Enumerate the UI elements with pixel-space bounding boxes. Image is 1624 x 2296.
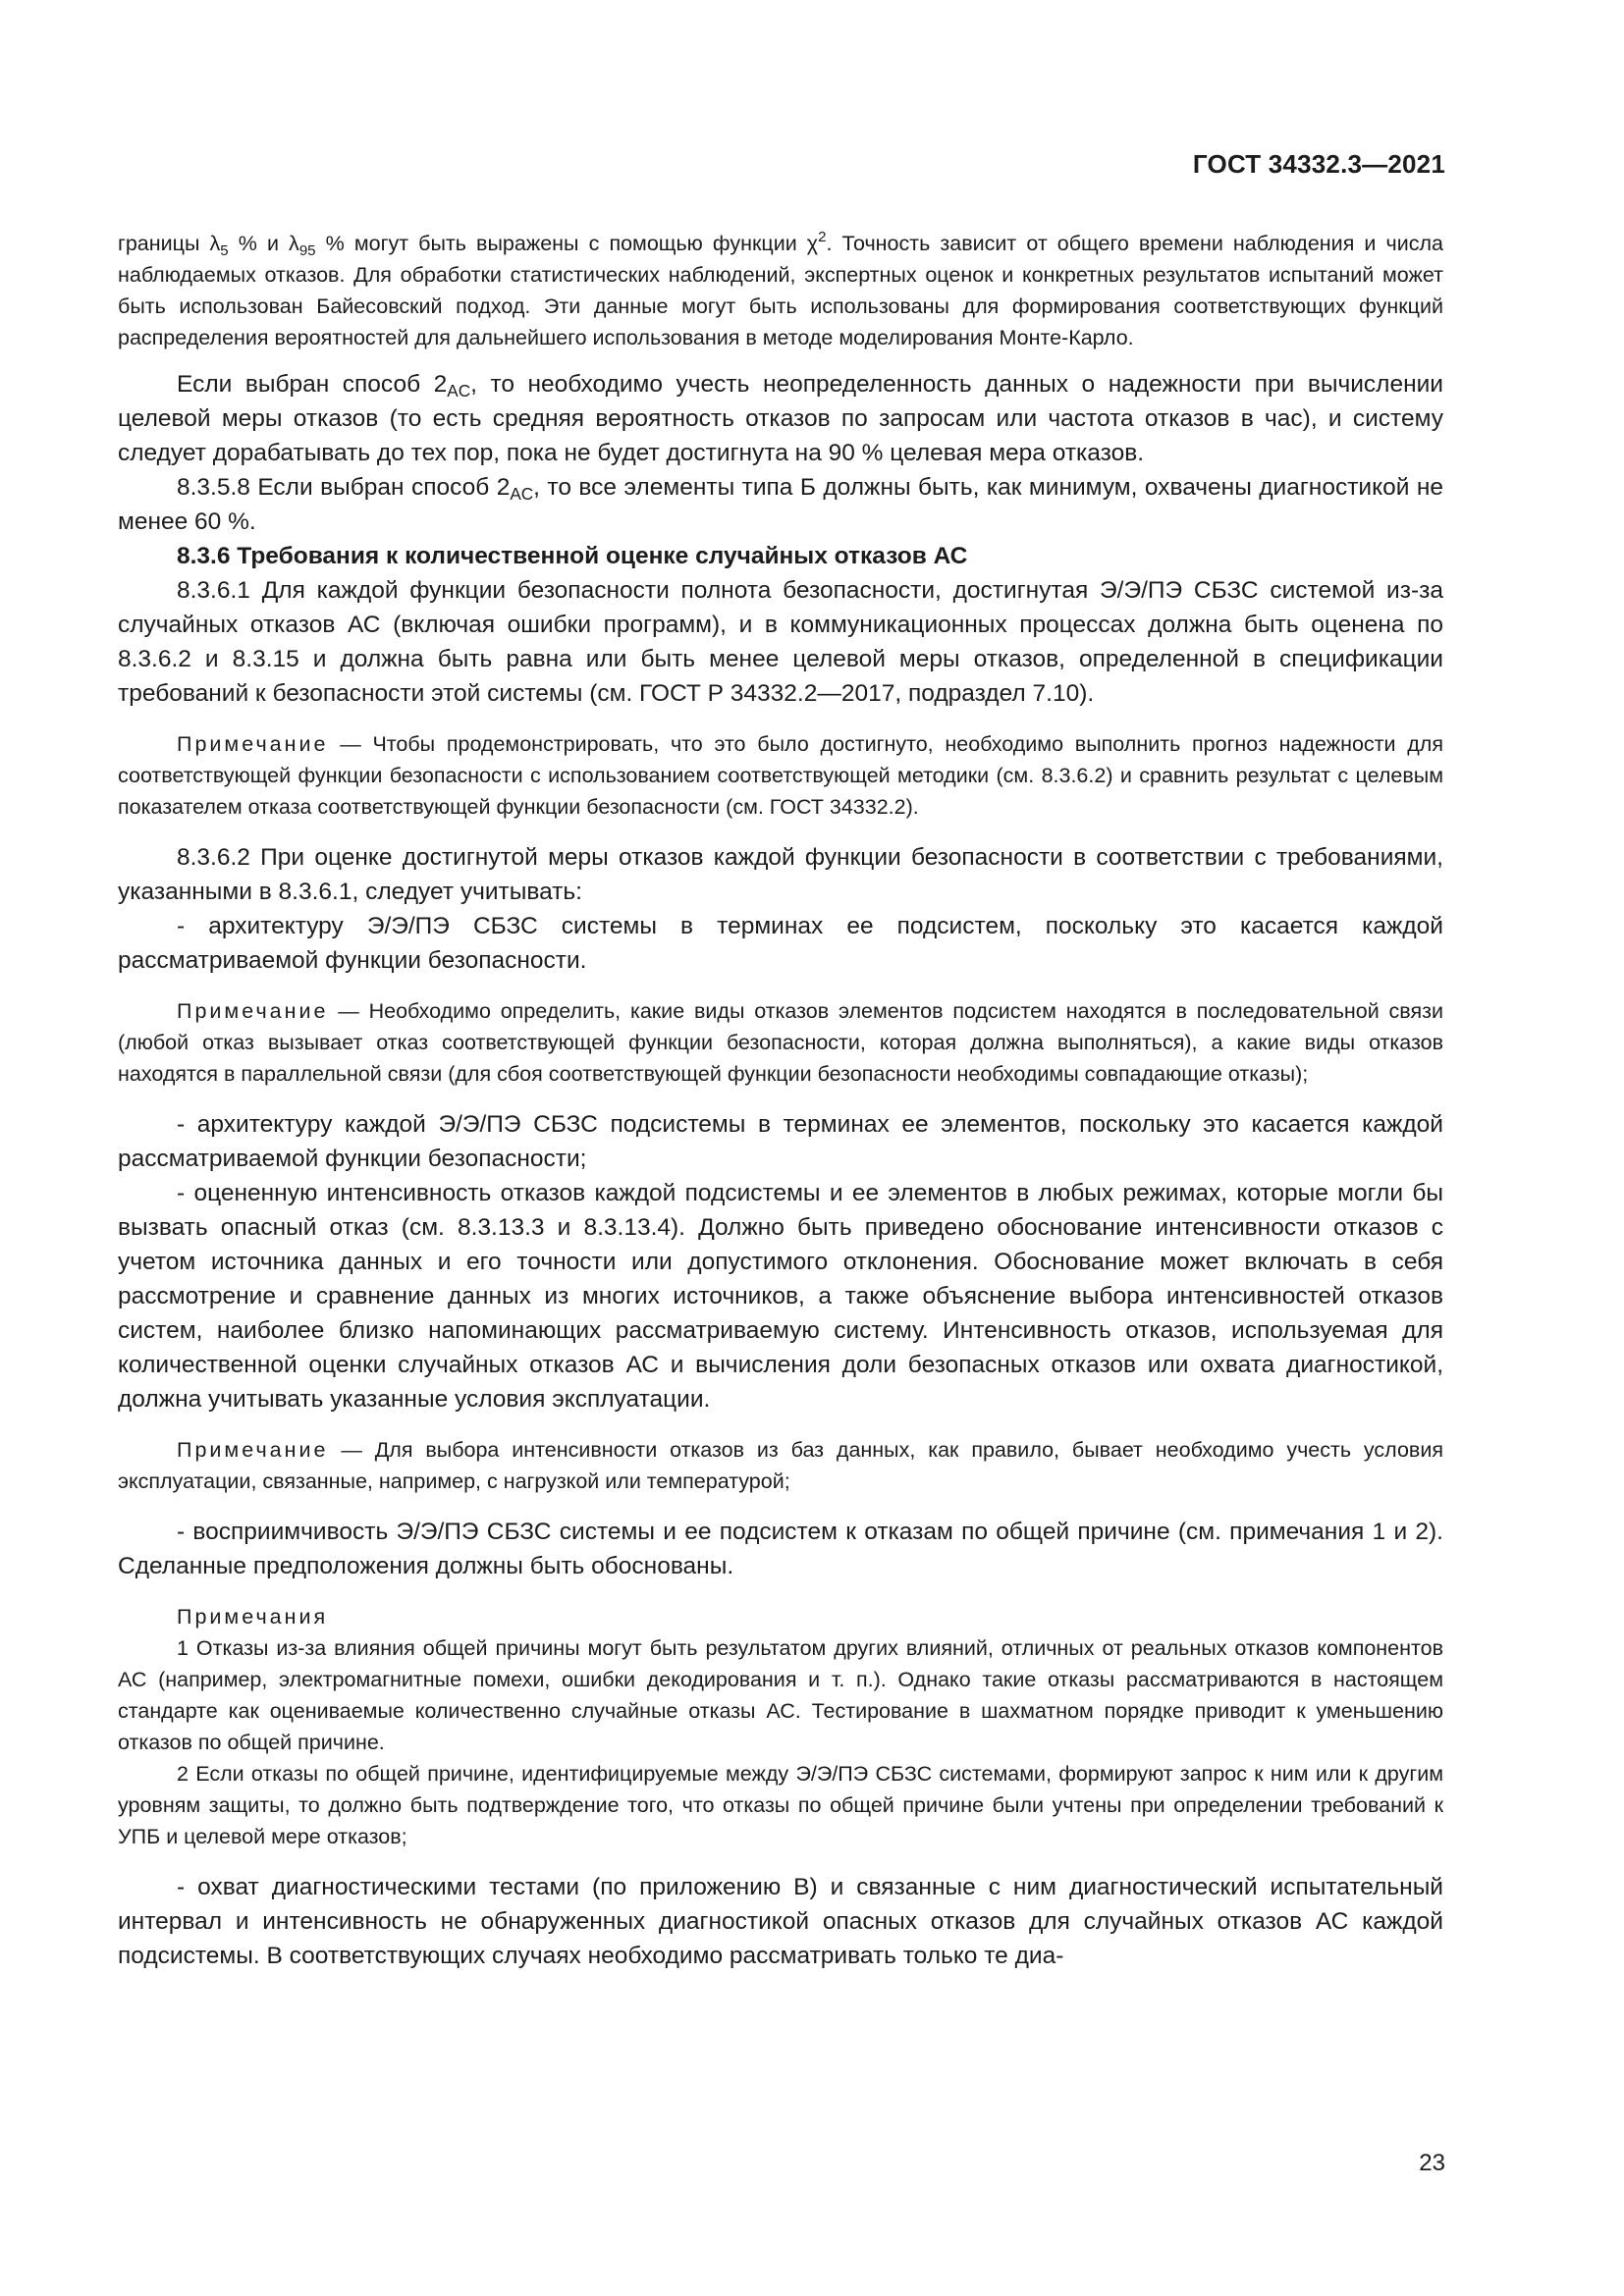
- note-item-2: 2 Если отказы по общей причине, идентифицируемые между Э/Э/ПЭ СБЗС системами, формируют запрос к ним или к другим уровням защиты, то должно быть подтверждение того, что отказы по общей причине были учтены при определении требований к УПБ и целевой мере отказов;: [118, 1762, 1443, 1848]
- clause-8-3-5-8: 8.3.5.8 Если выбран способ $2_{AC}$, то все элементы типа Б должны быть, как минимум, охвачены диагностикой не менее 60 %.: [118, 474, 1443, 535]
- section-heading-8-3-6: 8.3.6 Требования к количественной оценке случайных отказов АС: [177, 543, 968, 569]
- notes-label: Примечания: [177, 1605, 329, 1629]
- note-2: Примечание — Необходимо определить, какие виды отказов элементов подсистем находятся в последовательной связи (любой отказ вызывает отказ соответствующей функции безопасности, которая должна выполняться), а какие виды отказов находятся в параллельной связи (для сбоя соответствующей функции безопасности необходимы совпадающие отказы);: [118, 999, 1443, 1086]
- note-label: Примечание: [177, 1438, 329, 1462]
- list-item-diagnostic-coverage: - охват диагностическими тестами (по приложению В) и связанные с ним диагностический испытательный интервал и интенсивность не обнаруженных диагностикой опасных отказов для случайных отказов АС каждой подсистемы. В соответствующих случаях необходимо рассматривать только те диа-: [118, 1874, 1443, 1969]
- note-item-1: 1 Отказы из-за влияния общей причины могут быть результатом других влияний, отличных от реальных отказов компонентов АС (например, электромагнитные помехи, ошибки декодирования и т. п.). Однако такие отказы рассматриваются в настоящем стандарте как оцениваемые количественно случайные отказы АС. Тестирование в шахматном порядке приводит к уменьшению отказов по общей причине.: [118, 1636, 1443, 1754]
- note-3: Примечание — Для выбора интенсивности отказов из баз данных, как правило, бывает необходимо учесть условия эксплуатации, связанные, например, с нагрузкой или температурой;: [118, 1438, 1443, 1493]
- list-item-failure-rate: - оцененную интенсивность отказов каждой подсистемы и ее элементов в любых режимах, которые могли бы вызвать опасный отказ (см. 8.3.13.3 и 8.3.13.4). Должно быть приведено обоснование интенсивности отказов с учетом источника данных и его точности или допустимого отклонения. Обоснование может включать в себя рассмотрение и сравнение данных из многих источников, а также объяснение выбора интенсивностей отказов систем, наиболее близко напоминающих рассматриваемую систему. Интенсивность отказов, используемая для количественной оценки случайных отказов АС и вычисления доли безопасных отказов или охвата диагностикой, должна учитывать указанные условия эксплуатации.: [118, 1180, 1443, 1413]
- list-item-architecture-elements: - архитектуру каждой Э/Э/ПЭ СБЗС подсистемы в терминах ее элементов, поскольку это касается каждой рассматриваемой функции безопасности;: [118, 1111, 1443, 1172]
- list-item-common-cause: - восприимчивость Э/Э/ПЭ СБЗС системы и ее подсистем к отказам по общей причине (см. примечания 1 и 2). Сделанные предположения должны быть обоснованы.: [118, 1519, 1443, 1579]
- page-number: 23: [1419, 2150, 1445, 2176]
- clause-8-3-6-2: 8.3.6.2 При оценке достигнутой меры отказов каждой функции безопасности в соответствии с требованиями, указанными в 8.3.6.1, следует учитывать:: [118, 844, 1443, 905]
- document-header: ГОСТ 34332.3—2021: [1192, 149, 1445, 179]
- paragraph-method-2ac: Если выбран способ $2_{AC}$, то необходимо учесть неопределенность данных о надежности при вычислении целевой меры отказов (то есть средняя вероятность отказов по запросам или частота отказов в час), и систему следует дорабатывать до тех пор, пока не будет достигнута на 90 % целевая мера отказов.: [118, 371, 1443, 466]
- clause-8-3-6-1: 8.3.6.1 Для каждой функции безопасности полнота безопасности, достигнутая Э/Э/ПЭ СБЗС системой из-за случайных отказов АС (включая ошибки программ), и в коммуникационных процессах должна быть оценена по 8.3.6.2 и 8.3.15 и должна быть равна или быть менее целевой меры отказов, определенной в спецификации требований к безопасности этой системы (см. ГОСТ Р 34332.2—2017, подраздел 7.10).: [118, 577, 1443, 707]
- paragraph-continuation: границы $\lambda_5$ % и $\lambda_{95}$ % могут быть выражены с помощью функции $\chi^2$. Точность зависит от общего времени наблюдения и числа наблюдаемых отказов. Для обработки статистических наблюдений, экспертных оценок и конкретных результатов испытаний может быть использован Байесовский подход. Эти данные могут быть использованы для формирования соответствующих функций распределения вероятностей для дальнейшего использования в методе моделирования Монте-Карло.: [118, 229, 1443, 349]
- list-item-architecture-subsystems: - архитектуру Э/Э/ПЭ СБЗС системы в терминах ее подсистем, поскольку это касается каждой рассматриваемой функции безопасности.: [118, 913, 1443, 974]
- note-label: Примечание: [177, 999, 329, 1023]
- page-body: [118, 228, 1443, 1973]
- note-label: Примечание: [177, 732, 329, 756]
- note-1: Примечание — Чтобы продемонстрировать, что это было достигнуто, необходимо выполнить прогноз надежности для соответствующей функции безопасности с использованием соответствующей методики (см. 8.3.6.2) и сравнить результат с целевым показателем отказа соответствующей функции безопасности (см. ГОСТ 34332.2).: [118, 732, 1443, 819]
